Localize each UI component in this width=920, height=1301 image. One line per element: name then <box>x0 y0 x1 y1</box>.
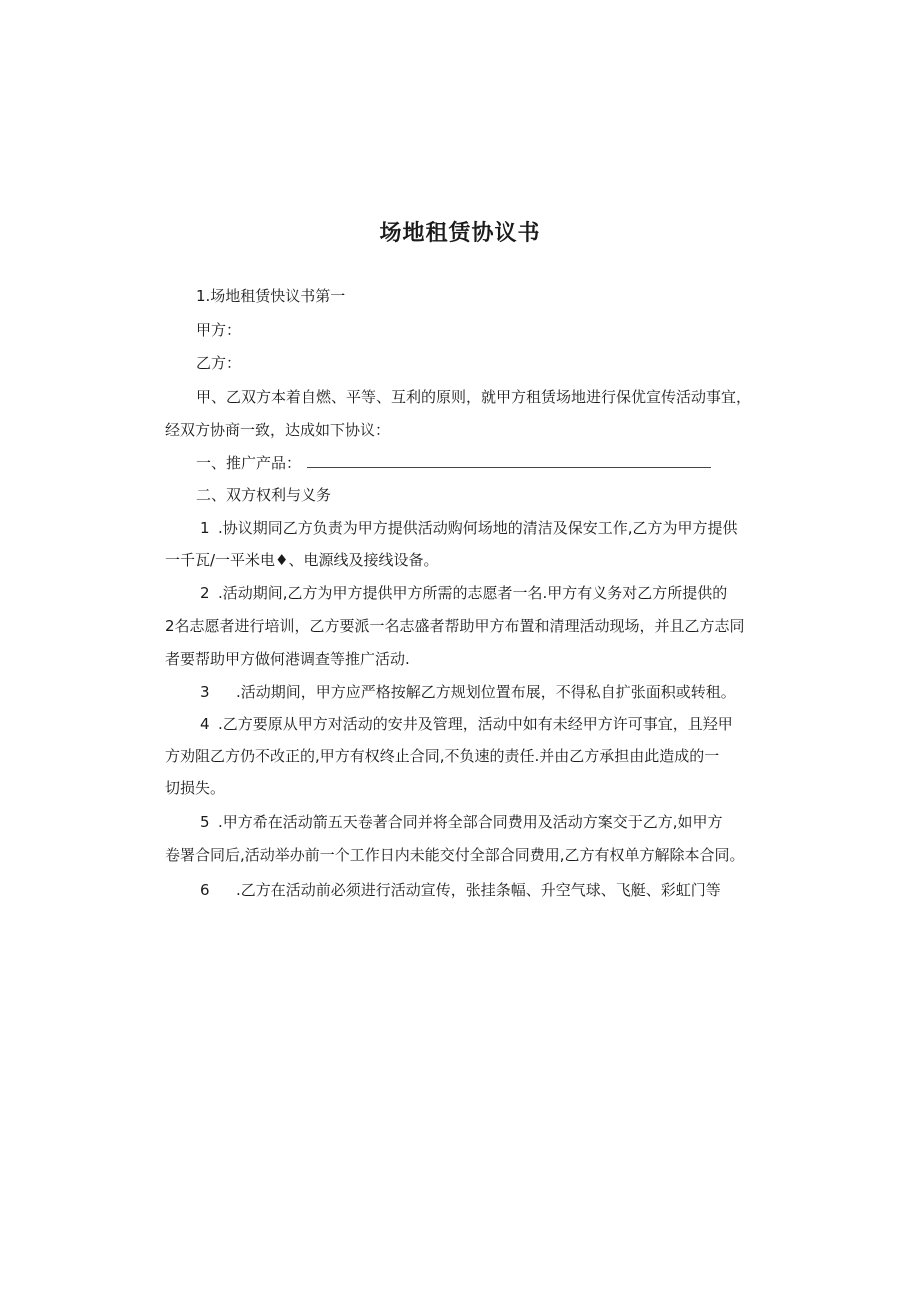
document-title: 场地租赁协议书 <box>379 221 541 246</box>
item-3-line-1: .活动期间，甲方应严格按解乙方规划位置布展，不得私自扩张面积或转租。 <box>236 683 736 701</box>
item-6-line-1: .乙方在活动前必须进行活动宣传，张挂条幅、升空气球、飞艇、彩虹门等 <box>236 881 721 899</box>
item-1-line-2: 一千瓦/一平米电♦、电源线及接线设备。 <box>165 551 439 569</box>
item-1-line-1: .协议期同乙方负责为甲方提供活动购何场地的清洁及保安工作,乙方为甲方提供 <box>218 519 738 537</box>
heading-line: 1.场地租赁快议书第一 <box>196 287 346 305</box>
section-1-label: 一、推广产品： <box>196 454 302 472</box>
item-4-line-3: 切损失。 <box>165 779 226 797</box>
item-2-line-2: 2名志愿者进行培训，乙方要派一名志盛者帮助甲方布置和清理活动现场，并且乙方志同 <box>165 617 745 635</box>
item-5-number: 5 <box>200 813 210 831</box>
item-1-number: 1 <box>200 519 210 537</box>
item-4-number: 4 <box>200 715 210 733</box>
product-blank-line <box>307 453 711 468</box>
item-6-number: 6 <box>200 881 210 899</box>
item-5-line-2: 卷署合同后,活动举办前一个工作日内未能交付全部合同费用,乙方有权单方解除本合同。 <box>165 846 745 864</box>
item-5-line-1: .甲方希在活动箭五天卷著合同并将全部合同费用及活动方案交于乙方,如甲方 <box>218 813 723 831</box>
section-1-line <box>196 453 711 473</box>
intro-line-2: 经双方协商一致，达成如下协议： <box>165 421 391 439</box>
item-2-line-1: .活动期间,乙方为甲方提供甲方所需的志愿者一名.甲方有义务对乙方所提供的 <box>218 584 728 602</box>
item-3-number: 3 <box>200 683 210 701</box>
item-4-line-2: 方劝阻乙方仍不改正的,甲方有权终止合同,不负速的责任.并由乙方承担由此造成的一 <box>165 747 720 765</box>
section-2-label: 二、双方权利与义务 <box>196 486 332 504</box>
item-2-line-3: 者要帮助甲方做何港调查等推广活动. <box>165 650 410 668</box>
party-b-label: 乙方： <box>196 354 242 372</box>
intro-line-1: 甲、乙双方本着自燃、平等、互利的原则，就甲方租赁场地进行保优宣传活动事宜， <box>196 388 752 406</box>
item-2-number: 2 <box>200 584 210 602</box>
item-4-line-1: .乙方要原从甲方对活动的安井及管理，活动中如有未经甲方许可事宜，且羟甲 <box>218 715 733 733</box>
party-a-label: 甲方： <box>196 321 242 339</box>
